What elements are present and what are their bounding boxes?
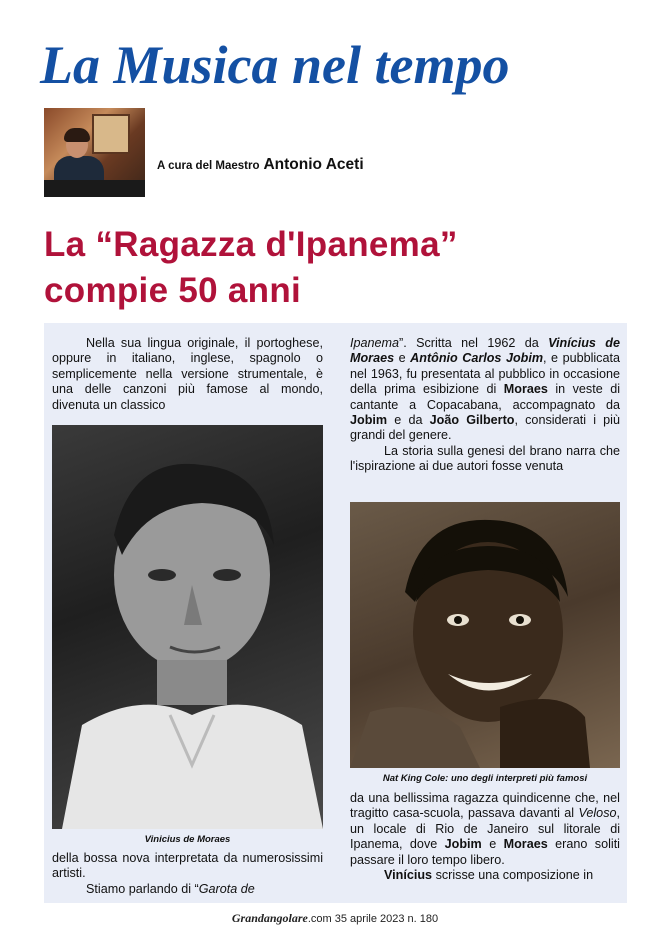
history-text-3: , e pubblicata nel 1963, fu presentata al pubblico in occasione della prima esibizione di — [350, 351, 620, 397]
headline-line-1: La “Ragazza d'Ipanema” — [44, 225, 458, 264]
portrait-illustration — [52, 425, 323, 829]
author-name: Antonio Aceti — [263, 156, 364, 173]
page-footer — [0, 911, 670, 926]
caption-nat-king-cole: Nat King Cole: uno degli interpreti più famosi — [382, 773, 588, 784]
column-1-top — [52, 336, 323, 413]
composition-text: scrisse una composizione in — [432, 868, 594, 883]
genesis-text-2: , un locale di Rio de Janeiro sul litorale di Ipanema, dove — [350, 806, 620, 852]
paragraph-intro-continued: della bossa nova interpretata da numerosissimi artisti. — [52, 851, 323, 881]
genesis-text-3: e — [481, 837, 504, 852]
name-jobim: Jobim — [350, 413, 388, 428]
portrait-illustration — [350, 502, 620, 768]
photo-nat-king-cole — [350, 502, 620, 768]
paragraph-composition — [350, 868, 620, 883]
paragraph-genesis: La storia sulla genesi del brano narra che l'ispirazione ai due autori fosse venuta — [350, 443, 620, 474]
article-headline — [44, 222, 644, 314]
name-vinicius: Vinícius de Moraes — [350, 336, 620, 366]
photo-vinicius-de-moraes — [52, 425, 323, 829]
author-byline — [157, 156, 364, 174]
column-2-bottom — [350, 791, 620, 883]
name-vinicius-short: Vinícius — [384, 868, 433, 883]
song-title-part-2: Ipanema — [350, 336, 400, 350]
genesis-text-4: erano soliti passare il loro tempo libero. — [350, 837, 620, 867]
author-photo — [44, 108, 145, 197]
name-moraes: Moraes — [503, 837, 548, 852]
caption-moraes: Vinicius de Moraes — [144, 834, 231, 845]
byline-prefix: A cura del Maestro — [157, 160, 260, 172]
history-text-5: e da — [387, 413, 430, 428]
name-gilberto: João Gilberto — [429, 413, 515, 428]
history-text-4: in veste di cantante a Copacabana, accompagnato da — [350, 382, 620, 412]
name-jobim: Jobim — [444, 837, 482, 852]
headline-line-2: compie 50 anni — [44, 271, 302, 310]
genesis-text-1: da una bellissima ragazza quindicenne che, nel tragitto casa-scuola, passava davanti al — [350, 791, 620, 821]
name-jobim-full: Antônio Carlos Jobim — [410, 351, 544, 366]
footer-brand: Grandangolare — [231, 911, 308, 925]
history-text-6: , considerati i più grandi del genere. — [350, 413, 620, 443]
paragraph-history — [350, 336, 620, 444]
column-2-top — [350, 336, 620, 475]
title-lead-text: Stiamo parlando di “ — [86, 881, 199, 896]
column-1-bottom — [52, 851, 323, 897]
song-title-part-1: Garota de — [198, 881, 255, 896]
paragraph-title-intro — [52, 882, 323, 897]
history-text-1: ”. Scritta nel 1962 da — [399, 336, 549, 350]
paragraph-genesis-continued — [350, 791, 620, 868]
paragraph-intro: Nella sua lingua originale, il portoghese, oppure in italiano, inglese, spagnolo o semplicemente nella versione strumentale, è una delle canzoni più famose al mondo, divenuta un classico — [52, 336, 323, 412]
masthead-title: La Musica nel tempo — [40, 35, 510, 95]
name-moraes: Moraes — [503, 382, 548, 397]
footer-issue-info: .com 35 aprile 2023 n. 180 — [307, 913, 439, 925]
place-veloso: Veloso — [578, 806, 617, 821]
history-text-2: e — [394, 351, 411, 366]
